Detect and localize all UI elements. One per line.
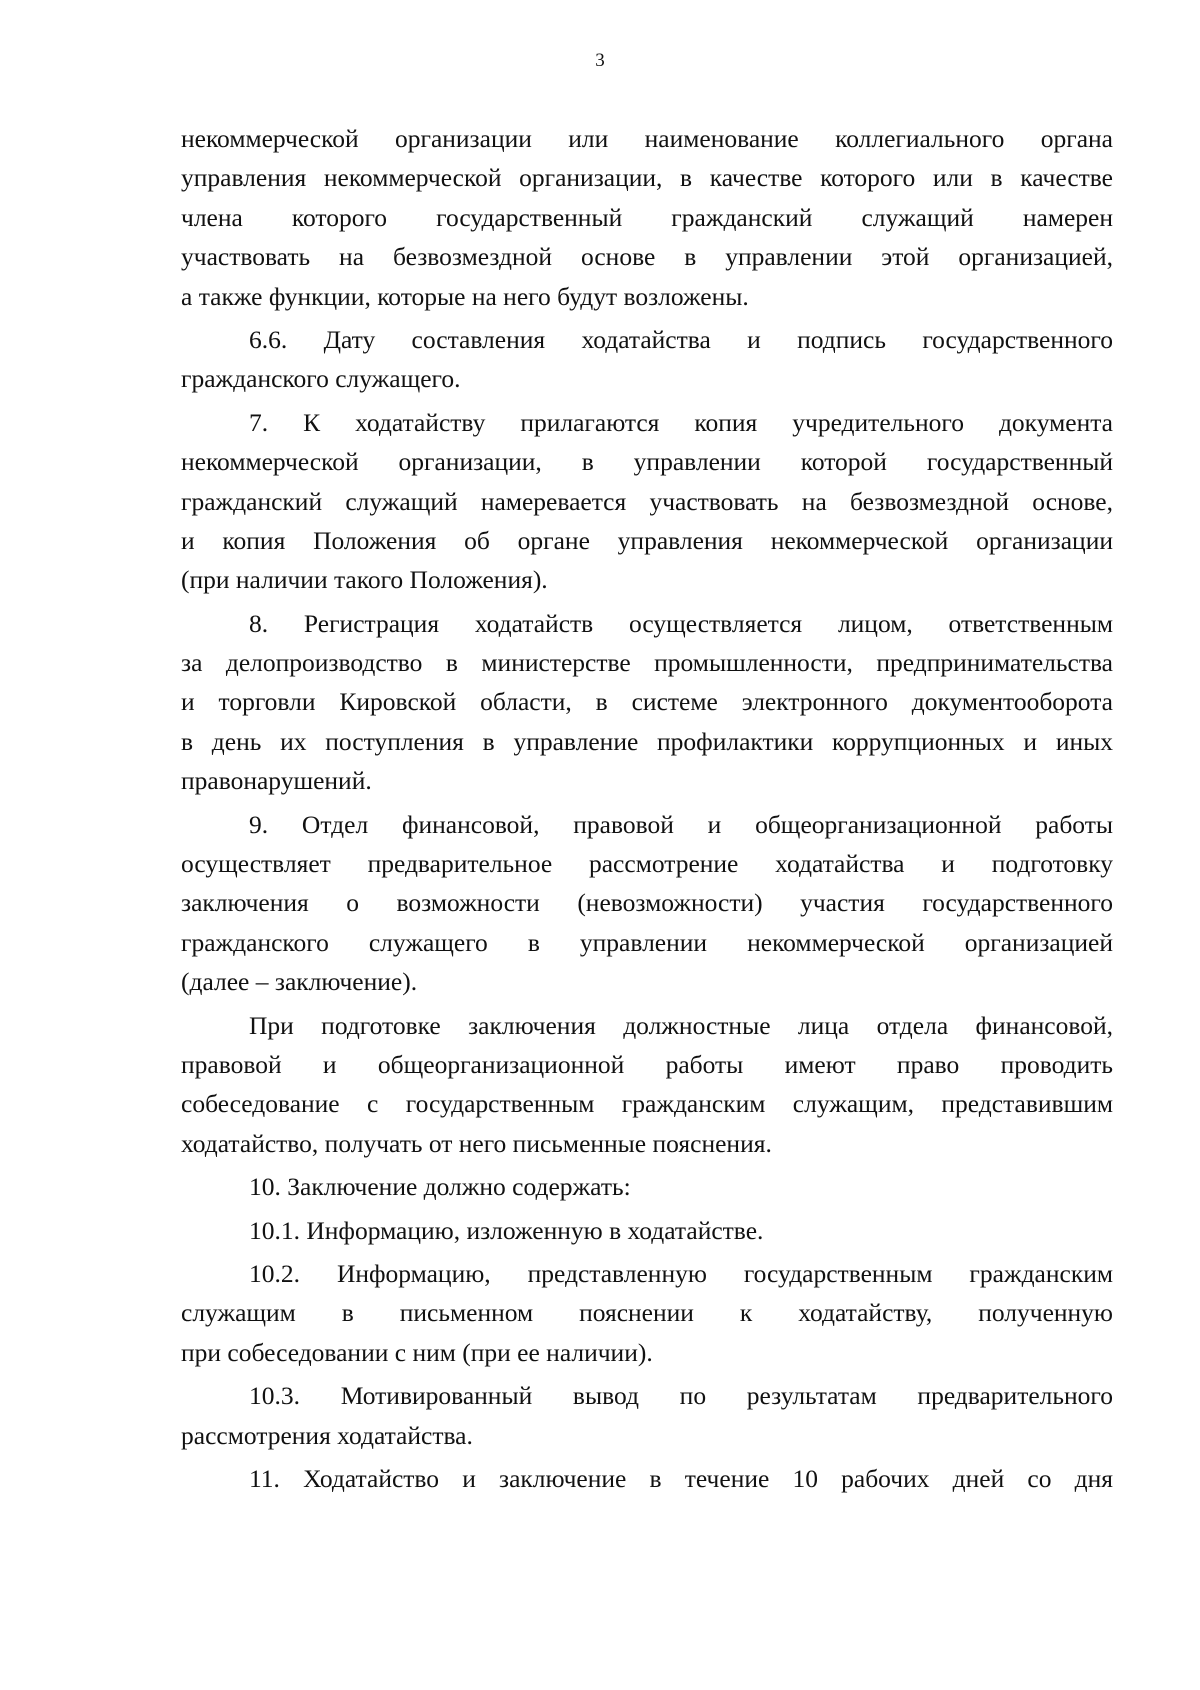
text-line: некоммерческой организации, в управлении которой государственный — [181, 447, 1113, 477]
text-line: рассмотрения ходатайства. — [181, 1420, 473, 1450]
text-line: правонарушений. — [181, 766, 372, 796]
text-line: служащим в письменном пояснении к ходатайству, полученную — [181, 1298, 1113, 1328]
text-line: (при наличии такого Положения). — [181, 565, 548, 595]
text-line: 10.2. Информацию, представленную государственным гражданским — [249, 1258, 1113, 1288]
paragraph-p2 — [181, 320, 1113, 399]
text-line: заключения о возможности (невозможности) участия государственного — [181, 888, 1113, 918]
paragraph-p10 — [181, 1376, 1113, 1455]
text-line: гражданского служащего в управлении некоммерческой организацией — [181, 927, 1113, 957]
text-line: гражданского служащего. — [181, 364, 461, 394]
text-line: члена которого государственный гражданский служащий намерен — [181, 202, 1113, 232]
text-line: ходатайство, получать от него письменные пояснения. — [181, 1128, 772, 1158]
text-line: собеседование с государственным гражданским служащим, представившим — [181, 1089, 1113, 1119]
text-line: осуществляет предварительное рассмотрение ходатайства и подготовку — [181, 849, 1113, 879]
text-line: за делопроизводство в министерстве промышленности, предпринимательства — [181, 648, 1113, 678]
text-line: (далее – заключение). — [181, 967, 418, 997]
text-line: при собеседовании с ним (при ее наличии). — [181, 1337, 653, 1367]
text-line: 7. К ходатайству прилагаются копия учредительного документа — [249, 407, 1113, 437]
text-line: 11. Ходатайство и заключение в течение 10 рабочих дней со дня — [249, 1463, 1113, 1493]
text-line: некоммерческой организации или наименование коллегиального органа — [181, 124, 1113, 153]
text-line: и торговли Кировской области, в системе электронного документооборота — [181, 687, 1113, 717]
text-line: а также функции, которые на него будут возложены. — [181, 281, 749, 311]
page-number: 3 — [595, 50, 605, 71]
text-line: 10.1. Информацию, изложенную в ходатайстве. — [249, 1215, 764, 1245]
text-line: 8. Регистрация ходатайств осуществляется лицом, ответственным — [249, 608, 1113, 638]
text-line: 6.6. Дату составления ходатайства и подпись государственного — [249, 324, 1113, 354]
paragraph-p6 — [181, 1006, 1113, 1164]
paragraph-p8 — [181, 1211, 1113, 1250]
text-line: гражданский служащий намеревается участвовать на безвозмездной основе, — [181, 486, 1113, 516]
text-line: в день их поступления в управление профилактики коррупционных и иных — [181, 726, 1113, 756]
text-line: 9. Отдел финансовой, правовой и общеорганизационной работы — [249, 809, 1113, 839]
text-line: правовой и общеорганизационной работы имеют право проводить — [181, 1049, 1113, 1079]
paragraph-p9 — [181, 1254, 1113, 1372]
text-line: 10. Заключение должно содержать: — [249, 1172, 631, 1202]
text-line: управления некоммерческой организации, в качестве которого или в качестве — [181, 163, 1113, 193]
text-line: 10.3. Мотивированный вывод по результатам предварительного — [249, 1381, 1113, 1411]
document-body — [181, 119, 1113, 1498]
text-line: и копия Положения об органе управления некоммерческой организации — [181, 525, 1113, 555]
paragraph-p4 — [181, 604, 1113, 801]
paragraph-p11 — [181, 1459, 1113, 1498]
paragraph-p3 — [181, 403, 1113, 600]
paragraph-p7 — [181, 1167, 1113, 1206]
text-line: При подготовке заключения должностные лица отдела финансовой, — [249, 1010, 1113, 1040]
paragraph-p5 — [181, 805, 1113, 1002]
paragraph-p1 — [181, 119, 1113, 316]
text-line: участвовать на безвозмездной основе в управлении этой организацией, — [181, 242, 1113, 272]
